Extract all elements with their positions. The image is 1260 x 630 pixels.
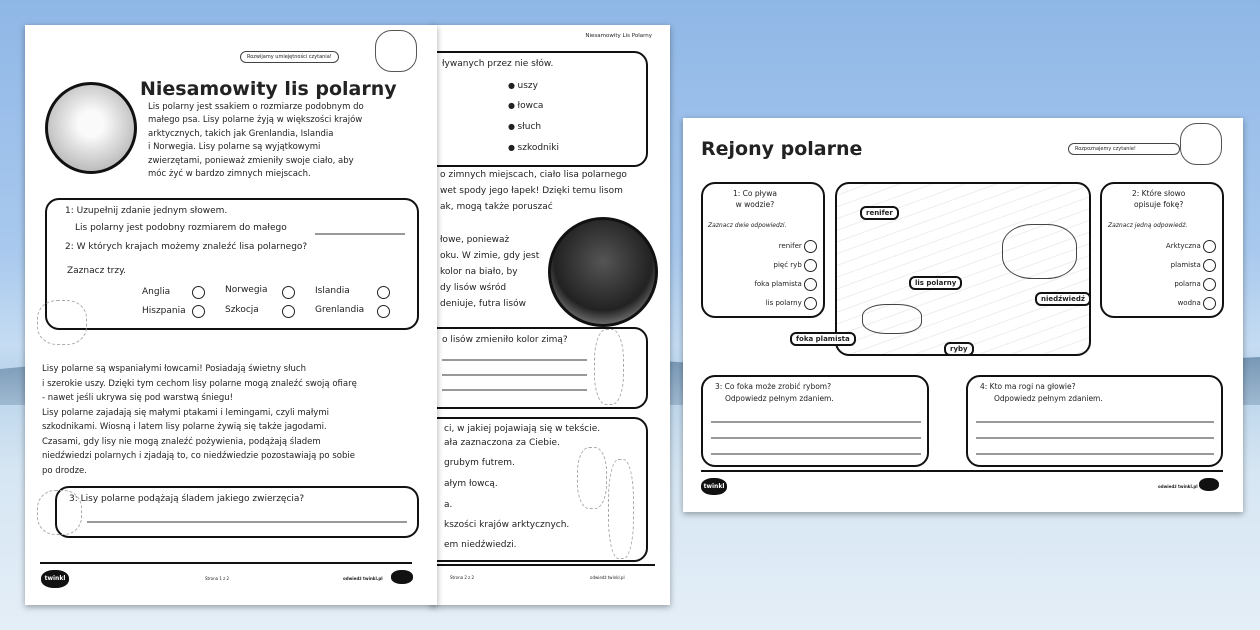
worksheet-page-2 — [430, 25, 670, 605]
question-2: 2: W których krajach możemy znaleźć lisa polarnego? — [65, 242, 308, 252]
question-3-box — [55, 486, 419, 538]
page-number: Strona 2 z 2 — [450, 575, 475, 580]
question-1-hint: Zaznacz dwie odpowiedzi. — [708, 222, 787, 229]
question-2-options: Arktyczna plamista polarna wodna — [1166, 237, 1216, 313]
vocab-box — [430, 51, 648, 167]
footer-site: odwiedź twinkl.pl — [1158, 484, 1198, 489]
label-niedzwiedz: niedźwiedź — [1035, 292, 1091, 306]
twinkl-logo: twinkl — [701, 478, 727, 495]
footer-site: odwiedź twinkl.pl — [343, 576, 383, 581]
radio[interactable] — [1203, 297, 1216, 310]
statement: grubym futrem. — [444, 458, 515, 468]
instruction: ci, w jakiej pojawiają się w tekście. — [444, 424, 601, 434]
page-header: Niesamowity Lis Polarny — [585, 33, 652, 39]
mascot-icon — [1180, 123, 1222, 165]
label-renifer: renifer — [860, 206, 899, 220]
body-paragraph: Lisy polarne są wspaniałymi łowcami! Posiadają świetny słuch i szerokie uszy. Dzięki tym cechom lisy polarne mogą znaleźć swoją ofiarę - nawet jeśli ukrywa się pod warstwą śniegu! Lisy polarne zajadają się małymi ptakami i lemingami, czyli małymi szkodnikami. Wiosną i latem lisy polarne żywią się także jagodami. Czasami, gdy lisy nie mogą znaleźć pożywienia, podążają śladem niedźwiedzi polarnych i zjadają to, co niedźwiedzie pozostawiają po sobie po drodze. — [42, 364, 357, 476]
statement: a. — [444, 500, 453, 510]
text-block-1: o zimnych miejscach, ciało lisa polarnego wet spody jego łapek! Dzięki temu lisom ak, mogą także poruszać — [440, 170, 627, 212]
question-3-box — [701, 375, 929, 467]
radio[interactable] — [804, 297, 817, 310]
option-norwegia-radio[interactable] — [282, 286, 295, 299]
answer-hint: Odpowiedz pełnym zdaniem. — [725, 394, 834, 403]
option-szkocja-radio[interactable] — [282, 305, 295, 318]
page-number: Strona 1 z 2 — [205, 576, 230, 581]
label-foka-plamista: foka plamista — [790, 332, 856, 346]
question-1: 1: Co pływa w wodzie? — [733, 189, 777, 209]
worksheet-page-rejony — [683, 118, 1243, 512]
label-ryby: ryby — [944, 342, 974, 356]
question-1: 1: Uzupełnij zdanie jednym słowem. — [65, 206, 228, 216]
arctic-fox-photo — [45, 82, 137, 174]
statement: em niedźwiedzi. — [444, 540, 517, 550]
fox-sleeping-photo — [548, 217, 658, 327]
option-label: Norwegia — [225, 285, 268, 295]
option-anglia-radio[interactable] — [192, 286, 205, 299]
fox-cartoon — [37, 490, 82, 535]
seal-drawing — [862, 304, 922, 334]
true-false-box — [430, 417, 648, 562]
bullet-item: ● słuch — [508, 120, 541, 134]
option-label: Hiszpania — [142, 306, 186, 316]
text-block-2: łowe, ponieważ oku. W zimie, gdy jest kolor na biało, by dy lisów wśród deniuje, futra lisów — [440, 235, 540, 309]
answer-hint: Odpowiedz pełnym zdaniem. — [994, 394, 1103, 403]
questions-1-2-box — [45, 198, 419, 330]
option-label: Grenlandia — [315, 305, 365, 315]
option-islandia-radio[interactable] — [377, 286, 390, 299]
intro-paragraph: Lis polarny jest ssakiem o rozmiarze podobnym do małego psa. Lisy polarne żyją w większości krajów arktycznych, takich jak Grenlandia, Islandia i Norwegia. Lisy polarne są wyjątkowymi zwierzętami, ponieważ zmieniły swoje ciało, aby móc żyć w bardzo zimnych miejscach. — [148, 102, 364, 180]
question-1-options: renifer pięć ryb foka plamista lis polarny — [754, 237, 817, 313]
option-grenlandia-radio[interactable] — [377, 305, 390, 318]
reading-badge: Rozpoznajemy czytanie! — [1068, 143, 1180, 155]
statement: kszości krajów arktycznych. — [444, 520, 570, 530]
reading-skills-badge: Rozwijamy umiejętności czytania! — [240, 51, 339, 63]
twinkl-logo: twinkl — [41, 570, 69, 588]
question-3: 3: Lisy polarne podążają śladem jakiego zwierzęcia? — [69, 494, 305, 504]
answer-line[interactable] — [87, 521, 407, 523]
instruction: ała zaznaczona za Ciebie. — [444, 438, 560, 448]
radio[interactable] — [804, 240, 817, 253]
radio[interactable] — [1203, 278, 1216, 291]
question-4: 4: Kto ma rogi na głowie? — [980, 382, 1076, 391]
radio[interactable] — [804, 278, 817, 291]
option-label: Szkocja — [225, 305, 259, 315]
option-label: Islandia — [315, 286, 350, 296]
bullet-item: ● łowca — [508, 99, 543, 113]
worksheet-page-1 — [25, 25, 437, 605]
bullet-item: ● szkodniki — [508, 141, 559, 155]
question-2: 2: Które słowo opisuje fokę? — [1132, 189, 1186, 209]
question-2-box — [1100, 182, 1224, 318]
worksheet-title: Niesamowity lis polarny — [140, 78, 397, 100]
mascot-icon — [375, 30, 417, 72]
radio[interactable] — [804, 259, 817, 272]
statement: ałym łowcą. — [444, 479, 498, 489]
question-4-box — [966, 375, 1223, 467]
box-text: ływanych przez nie słów. — [442, 59, 554, 69]
polar-scene-illustration — [796, 182, 1091, 356]
child-illustration — [594, 329, 624, 405]
polar-bear-drawing — [1002, 224, 1077, 279]
answer-line[interactable] — [315, 233, 405, 235]
question-1-sentence: Lis polarny jest podobny rozmiarem do małego — [75, 223, 287, 233]
fox-cartoon — [37, 300, 87, 345]
twinkl-badge-icon — [391, 570, 413, 584]
twinkl-badge-icon — [1199, 478, 1219, 491]
question-box — [430, 327, 648, 409]
option-label: Anglia — [142, 287, 171, 297]
worksheet-title: Rejony polarne — [701, 138, 863, 160]
dog-illustration — [608, 459, 634, 559]
radio[interactable] — [1203, 240, 1216, 253]
question-1-box — [701, 182, 825, 318]
label-lis-polarny: lis polarny — [909, 276, 962, 290]
question-2-hint: Zaznacz jedną odpowiedź. — [1108, 222, 1188, 229]
option-hiszpania-radio[interactable] — [192, 305, 205, 318]
radio[interactable] — [1203, 259, 1216, 272]
bullet-item: ● uszy — [508, 79, 538, 93]
question-2-hint: Zaznacz trzy. — [67, 266, 127, 276]
question-3: 3: Co foka może zrobić rybom? — [715, 382, 832, 391]
footer-site: odwiedź twinkl.pl — [590, 575, 625, 580]
question-text: o lisów zmieniło kolor zimą? — [442, 335, 568, 345]
speech-bubble — [577, 447, 607, 509]
